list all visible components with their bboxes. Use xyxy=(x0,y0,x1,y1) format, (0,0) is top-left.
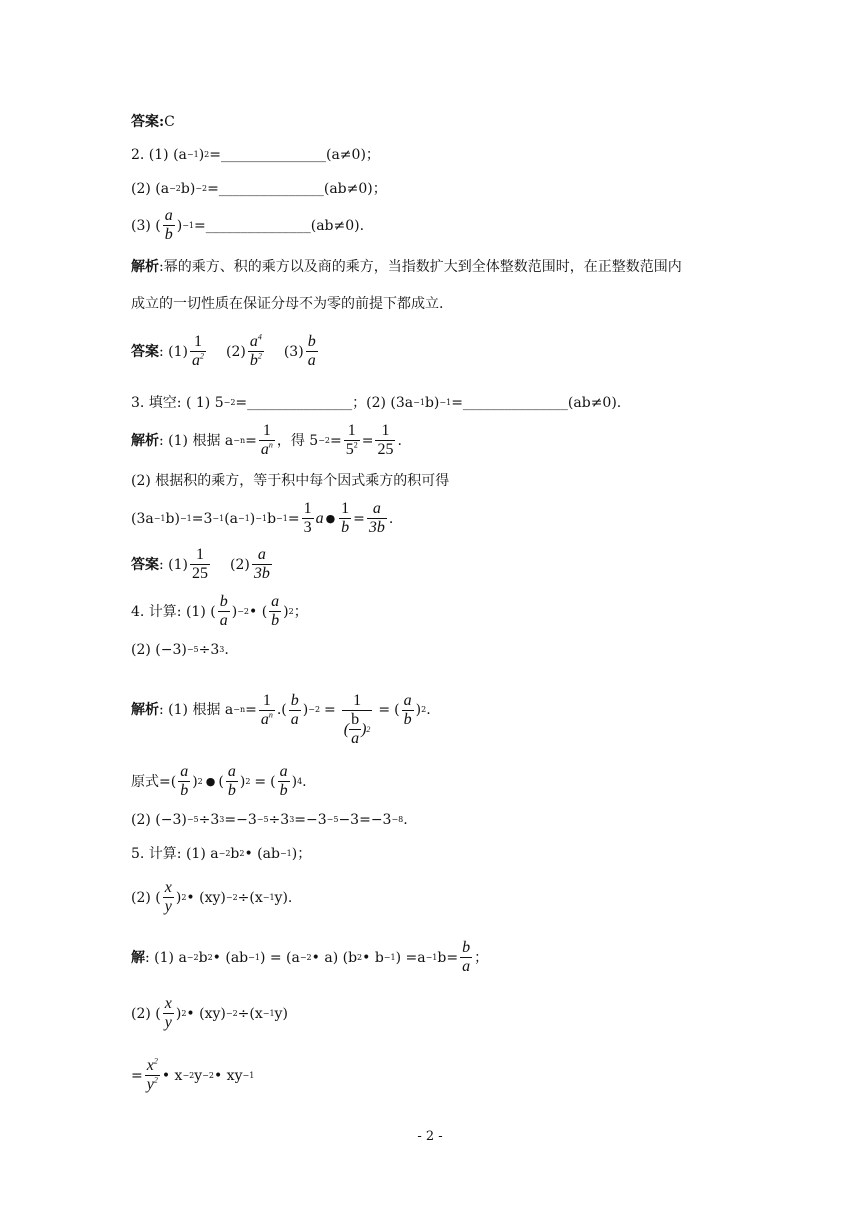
q1-answer: 答案 : C xyxy=(131,114,175,130)
q2-answer: 答案 : (1) $\frac{1}{a^2}$ (2) $\frac{a^4}{b^2}$ (3) $\frac{b}{a}$ xyxy=(131,332,316,369)
fraction: $\frac{x}{y}$ xyxy=(164,995,172,1031)
q2-line-3: (3) ( $\frac{a}{b}$ ) −1 =_______________(ab≠0). xyxy=(131,207,365,243)
fraction: $\frac{a}{3b}$ xyxy=(253,546,270,582)
q4-stem: 4. 计算: (1) ( $\frac{b}{a}$ ) −2 • ( $\frac{a}{b}$ ) 2 ； xyxy=(131,593,308,629)
fraction: 1 ( $\frac{b}{a}$ ) 2 xyxy=(343,692,371,747)
q5-solution-3: = $\frac{x^2}{y^2}$ • x −2 y −2 • xy −1 xyxy=(131,1056,255,1093)
fraction: $\frac{x^2}{y^2}$ xyxy=(146,1056,158,1093)
q5-solution-2: (2) ( $\frac{x}{y}$ ) 2 • (xy) −2 ÷(x −1 y) xyxy=(131,995,288,1031)
q4-analysis-2: (2) (−3) −5 ÷3 3 =−3 −5 ÷3 3 =−3 −5 −3=−3 −8 . xyxy=(131,812,408,828)
q2-analysis-cont: 成立的一切性质在保证分母不为零的前提下都成立. xyxy=(131,296,444,312)
q3-analysis-2: (2) 根据积的乘方，等于积中每个因式乘方的积可得 xyxy=(131,473,450,489)
fraction: $\frac{a}{b}$ xyxy=(164,207,173,243)
fraction: $\frac{1}{a^n}$ xyxy=(260,422,273,458)
q5-solution-1: 解 : (1) a −2 b 2 • (ab −1 ) = (a −2 • a) (b 2 • b −1 ) =a −1 b= $\frac{b}{a}$ ； xyxy=(131,939,489,975)
fraction: $\frac{b}{a}$ xyxy=(290,691,299,728)
fraction: $\frac{1}{5^2}$ xyxy=(345,422,358,458)
q3-stem: 3. 填空: ( 1) 5 −2 =_______________；(2) (3a −1 b) −1 =_______________(ab≠0). xyxy=(131,395,622,411)
fraction: $\frac{1}{a^n}$ xyxy=(260,691,273,728)
q2-analysis: 解析 :幂的乘方、积的乘方以及商的乘方，当指数扩大到全体整数范围时，在正整数范围内 xyxy=(131,259,682,275)
fraction: $\frac{a}{b}$ xyxy=(403,691,412,728)
q2-line-2: (2) (a −2 b) −2 =_______________(ab≠0)； xyxy=(131,181,387,197)
page-number: - 2 - xyxy=(417,1129,443,1144)
fraction: $\frac{a}{b}$ xyxy=(271,593,280,629)
fraction: $\frac{b}{a}$ xyxy=(307,333,316,369)
fraction: $\frac{a}{3b}$ xyxy=(368,500,385,536)
fraction: $\frac{a^4}{b^2}$ xyxy=(249,332,262,369)
q2-line-1: 2. (1) (a −1 ) 2 =_______________(a≠0)； xyxy=(131,147,380,163)
q4-original: 原式= ( $\frac{a}{b}$ ) 2 ● ( $\frac{a}{b}$ ) 2 = ( $\frac{a}{b}$ ) 4 . xyxy=(131,763,307,799)
fraction: $\frac{1}{3}$ xyxy=(303,500,312,536)
q4-analysis-1: 解析 : (1) 根据 a −n = $\frac{1}{a^n}$ . ( $\frac{b}{a}$ ) −2 = 1 ( $\frac{b}{a}$ ) 2 = ( $\frac{a}{b}$ ) 2 . xyxy=(131,691,431,747)
fraction: $\frac{1}{25}$ xyxy=(377,422,394,458)
q3-analysis-1: 解析 : (1) 根据 a −n = $\frac{1}{a^n}$ ，得 5 −2 = $\frac{1}{5^2}$ = $\frac{1}{25}$ . xyxy=(131,422,402,458)
fraction: $\frac{a}{b}$ xyxy=(227,763,236,799)
q4-stem-2: (2) (−3) −5 ÷3 3 . xyxy=(131,642,229,658)
fraction: $\frac{b}{a}$ xyxy=(462,939,471,975)
q3-answer: 答案 : (1) $\frac{1}{25}$ (2) $\frac{a}{3b}$ xyxy=(131,546,270,582)
q3-analysis-3: (3a −1 b) −1 =3 −1 (a −1 ) −1 b −1 = $\frac{1}{3}$ a ● $\frac{1}{b}$ = $\frac{a}{3b}$ . xyxy=(131,500,394,536)
q5-stem-2: (2) ( $\frac{x}{y}$ ) 2 • (xy) −2 ÷(x −1 y). xyxy=(131,879,293,915)
fraction: $\frac{1}{25}$ xyxy=(192,546,208,582)
fraction: $\frac{b}{a}$ xyxy=(219,593,228,629)
fraction: $\frac{1}{a^2}$ xyxy=(192,333,204,369)
fraction: $\frac{a}{b}$ xyxy=(180,763,189,799)
q5-stem: 5. 计算: (1) a −2 b 2 • (ab −1 )； xyxy=(131,846,312,862)
fraction: $\frac{a}{b}$ xyxy=(279,763,288,799)
fraction: $\frac{x}{y}$ xyxy=(164,879,172,915)
fraction: $\frac{1}{b}$ xyxy=(341,500,350,536)
